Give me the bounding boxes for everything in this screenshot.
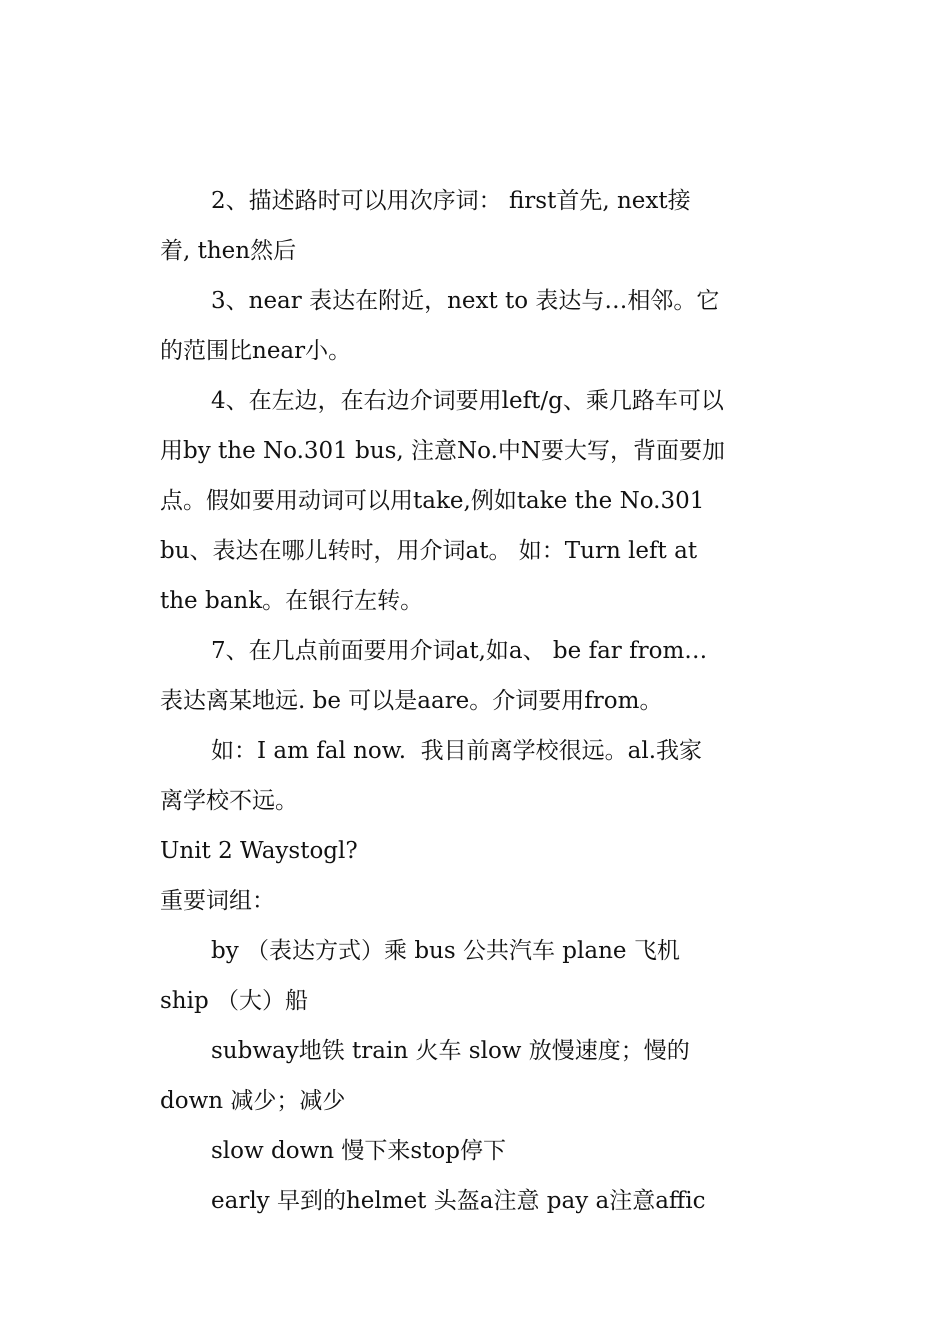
text-line: 3、near 表达在附近，next to 表达与…相邻。它: [211, 288, 720, 314]
text-line: slow down 慢下来stop停下: [211, 1138, 507, 1164]
text-line: by （表达方式）乘 bus 公共汽车 plane 飞机: [211, 938, 680, 964]
text-line: early 早到的helmet 头盔a注意 pay a注意affic: [211, 1188, 706, 1214]
unit-heading: Unit 2 Waystogl?: [160, 838, 358, 864]
text-line: bu、表达在哪儿转时，用介词at。 如：Turn left at: [160, 538, 698, 564]
text-line: 的范围比near小。: [160, 338, 352, 364]
text-line: 7、在几点前面要用介词at,如a、 be far from…: [211, 638, 708, 664]
text-line: 用by the No.301 bus, 注意No.中N要大写，背面要加: [160, 438, 726, 464]
text-line: 如：I am fal now. 我目前离学校很远。al.我家: [211, 738, 703, 764]
text-line: 2、描述路时可以用次序词： first首先, next接: [211, 188, 691, 214]
text-line: down 减少；减少: [160, 1088, 346, 1114]
text-line: 表达离某地远. be 可以是aare。介词要用from。: [160, 688, 663, 714]
section-heading: 重要词组：: [160, 888, 275, 914]
text-line: 点。假如要用动词可以用take,例如take the No.301: [160, 488, 705, 514]
text-line: the bank。在银行左转。: [160, 588, 424, 614]
text-line: 着, then然后: [160, 238, 297, 264]
text-line: 4、在左边，在右边介词要用left/g、乘几路车可以: [211, 388, 724, 414]
text-line: 离学校不远。: [160, 788, 298, 814]
text-line: ship （大）船: [160, 988, 309, 1014]
text-line: subway地铁 train 火车 slow 放慢速度；慢的: [211, 1038, 690, 1064]
document-body: [160, 176, 800, 1226]
